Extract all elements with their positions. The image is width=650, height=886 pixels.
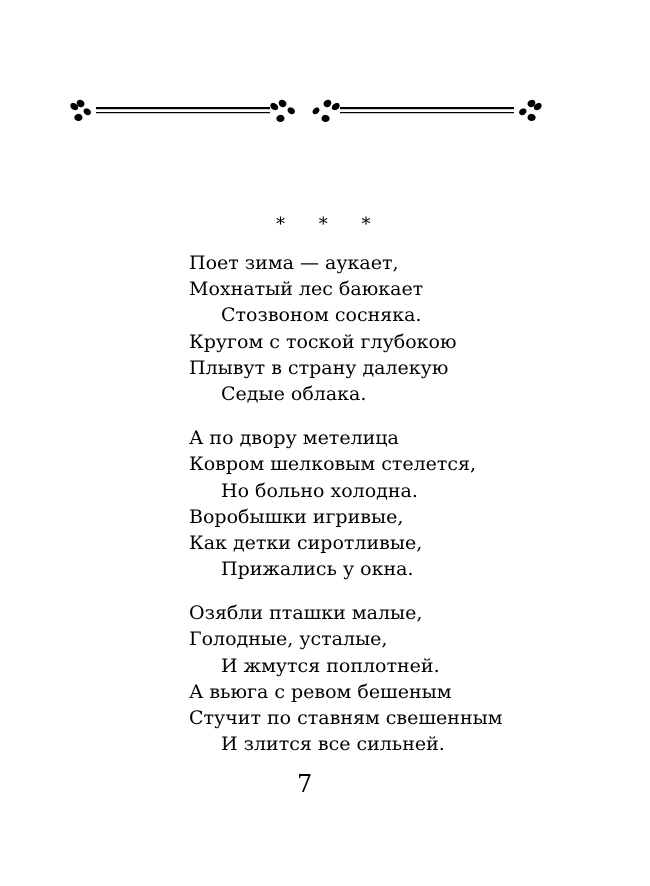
poem-line: Стозвоном сосняка. xyxy=(221,304,422,327)
section-separator: * * * xyxy=(276,214,385,235)
poem-line: А вьюга с ревом бешеным xyxy=(189,680,452,703)
poem-line: Но больно холодна. xyxy=(221,479,418,502)
poem-line: Озябли пташки малые, xyxy=(189,602,423,625)
poem-line: И жмутся поплотней. xyxy=(221,654,440,677)
poem-line: А по двору метелица xyxy=(189,427,399,450)
poem xyxy=(189,250,609,757)
poem-line: Как детки сиротливые, xyxy=(189,531,423,554)
poem-line: Прижались у окна. xyxy=(221,558,414,581)
stanza xyxy=(189,250,609,407)
poem-line: Ковром шелковым стелется, xyxy=(189,453,477,476)
poem-line: И злится все сильней. xyxy=(221,733,445,756)
stanza xyxy=(189,425,609,582)
decorative-ornament xyxy=(66,96,546,126)
stanza-gap xyxy=(189,407,609,425)
poem-line: Воробышки игривые, xyxy=(189,505,404,528)
poem-line: Стучит по ставням свешенным xyxy=(189,707,503,729)
poem-line: Седые облака. xyxy=(221,382,367,405)
stanza xyxy=(189,600,609,757)
poem-line: Поет зима — аукает, xyxy=(189,252,399,274)
stanza-gap xyxy=(189,582,609,600)
poem-line: Мохнатый лес баюкает xyxy=(189,278,424,301)
poem-line: Плывут в страну далекую xyxy=(189,356,449,379)
page-number: 7 xyxy=(297,770,313,798)
poem-line: Кругом с тоской глубокою xyxy=(189,330,457,353)
poem-line: Голодные, усталые, xyxy=(189,628,388,651)
